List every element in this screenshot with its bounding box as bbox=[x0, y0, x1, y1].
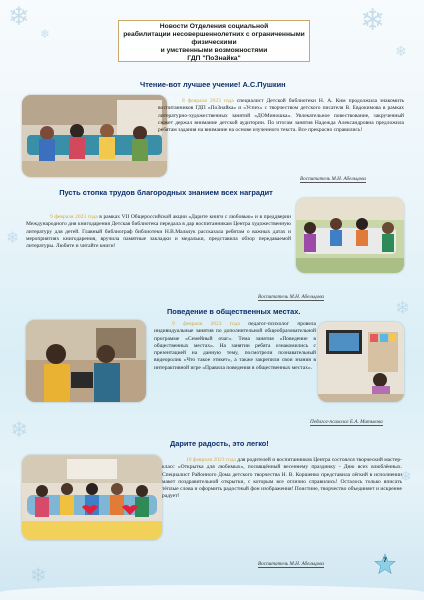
article-2-text bbox=[26, 214, 291, 250]
article-1-body: специалист Детской библиотеки Н. А. Ким продолжила знакомить воспитанников ГДП «ПоЗнайка» и «Успех» с творчеством детского писателя В. Евдокимова в рамках литературно-художественных занятий «ДОМиношка». Увлекательное повествование, закрученный сюжет держал внимание детской аудитории. По итогам занятия Надежда Александровна предложила ребятам задания на внимание на основе изученного текста. Все прекрасно справились! bbox=[158, 98, 404, 133]
article-2-date: 9 февраля 2023 года bbox=[50, 214, 98, 220]
article-2-photo bbox=[296, 198, 404, 273]
page-number: 7 bbox=[383, 557, 387, 564]
snowflake-decoration: ❄ bbox=[10, 418, 29, 443]
article-3-body: педагог-психолог провела индивидуальные занятия по дополнительной общеобразовательной программе «Семейный очаг». Тема занятия «Поведение в общественных местах». На занятии ребята ознакомились с презентацией на данную тему, посмотрели познавательный видеоролик «Что такое этикет», а также закрепили свои знания в интерактивной игре «Правила поведения в общественных местах». bbox=[154, 321, 316, 371]
article-4-heading: Дарите радость, это легко! bbox=[170, 439, 269, 448]
article-1-signature: Воспитатель М.Н. Абельцова bbox=[300, 176, 367, 182]
article-1-photo bbox=[22, 95, 167, 177]
snowflake-decoration: ❄ bbox=[6, 228, 20, 247]
article-1-heading: Чтение-вот лучшее учение! А.С.Пушкин bbox=[140, 80, 286, 89]
article-4-text bbox=[162, 457, 402, 501]
article-3-photo-right bbox=[318, 322, 404, 402]
article-4-photo bbox=[22, 455, 162, 540]
article-3-photo-left bbox=[26, 320, 146, 402]
snowflake-decoration: ❄ bbox=[8, 2, 30, 32]
article-3-heading: Поведение в общественных местах. bbox=[167, 307, 301, 316]
title-line-3: и умственными возможностями bbox=[160, 46, 268, 54]
title-line-1: Новости Отделения социальной bbox=[159, 23, 269, 30]
article-2-signature: Воспитатель М.Н. Абельцова bbox=[258, 294, 325, 300]
newsletter-title-box bbox=[118, 20, 310, 62]
article-2-heading: Пусть стопка трудов благородных знанием всех наградит bbox=[59, 188, 273, 197]
article-3-text bbox=[154, 321, 316, 372]
article-3-date: 9 февраля 2023 года bbox=[172, 321, 240, 327]
snowflake-decoration: ❄ bbox=[30, 563, 47, 587]
article-2-body: в рамках VII Общероссийской акции «Дарите книги с любовью» и в преддверии Международного дня книгодарения Детская библиотека передала в дар воспитанникам Центра художественную литературу для детей. Главный библиограф библиотеки Н.В.Мальчук рассказала ребятам о важных датах и мероприятиях книгодарения, вручила памятные закладки и медальки, представила обзор передаваемой литературы. Любите и читайте книги! bbox=[26, 214, 291, 249]
snowflake-decoration: ❄ bbox=[360, 3, 386, 38]
newsletter-title bbox=[119, 23, 309, 63]
article-1-date: 8 февраля 2023 года bbox=[182, 98, 234, 104]
title-line-4: ГДП "ПоЗнайка" bbox=[187, 54, 241, 62]
snowflake-decoration: ❄ bbox=[395, 298, 411, 319]
article-1-text bbox=[158, 98, 404, 134]
snowflake-decoration: ❄ bbox=[40, 27, 51, 41]
frost-edge-bottom bbox=[0, 585, 424, 600]
snowflake-decoration: ❄ bbox=[395, 44, 407, 60]
article-3-signature: Педагог-психолог Е.А. Митькова bbox=[310, 419, 383, 425]
title-line-2: реабилитации несовершеннолетних с ограниченными физическими bbox=[123, 30, 305, 46]
article-4-body: для родителей и воспитанников Центра состоялся творческий мастер-класс «Открытка для любимых», посвящённый весеннему празднику - Дню всех влюблённых. Специалист Районного Дома детского творчества Н. В. Коршенко представила лёгкий в исполнении макет поздравительной открытки, с которым все отлично справились! Осталось только вписать тёплые слова и оформить радостный фон изображения! Поистине, творчество объединяет и искренне радует! bbox=[162, 457, 402, 500]
article-4-signature: Воспитатель М.Н. Абельцова bbox=[258, 561, 325, 567]
article-4-date: 10 февраля 2023 года bbox=[186, 457, 236, 463]
snowflake-decoration: ❄ bbox=[400, 469, 412, 485]
